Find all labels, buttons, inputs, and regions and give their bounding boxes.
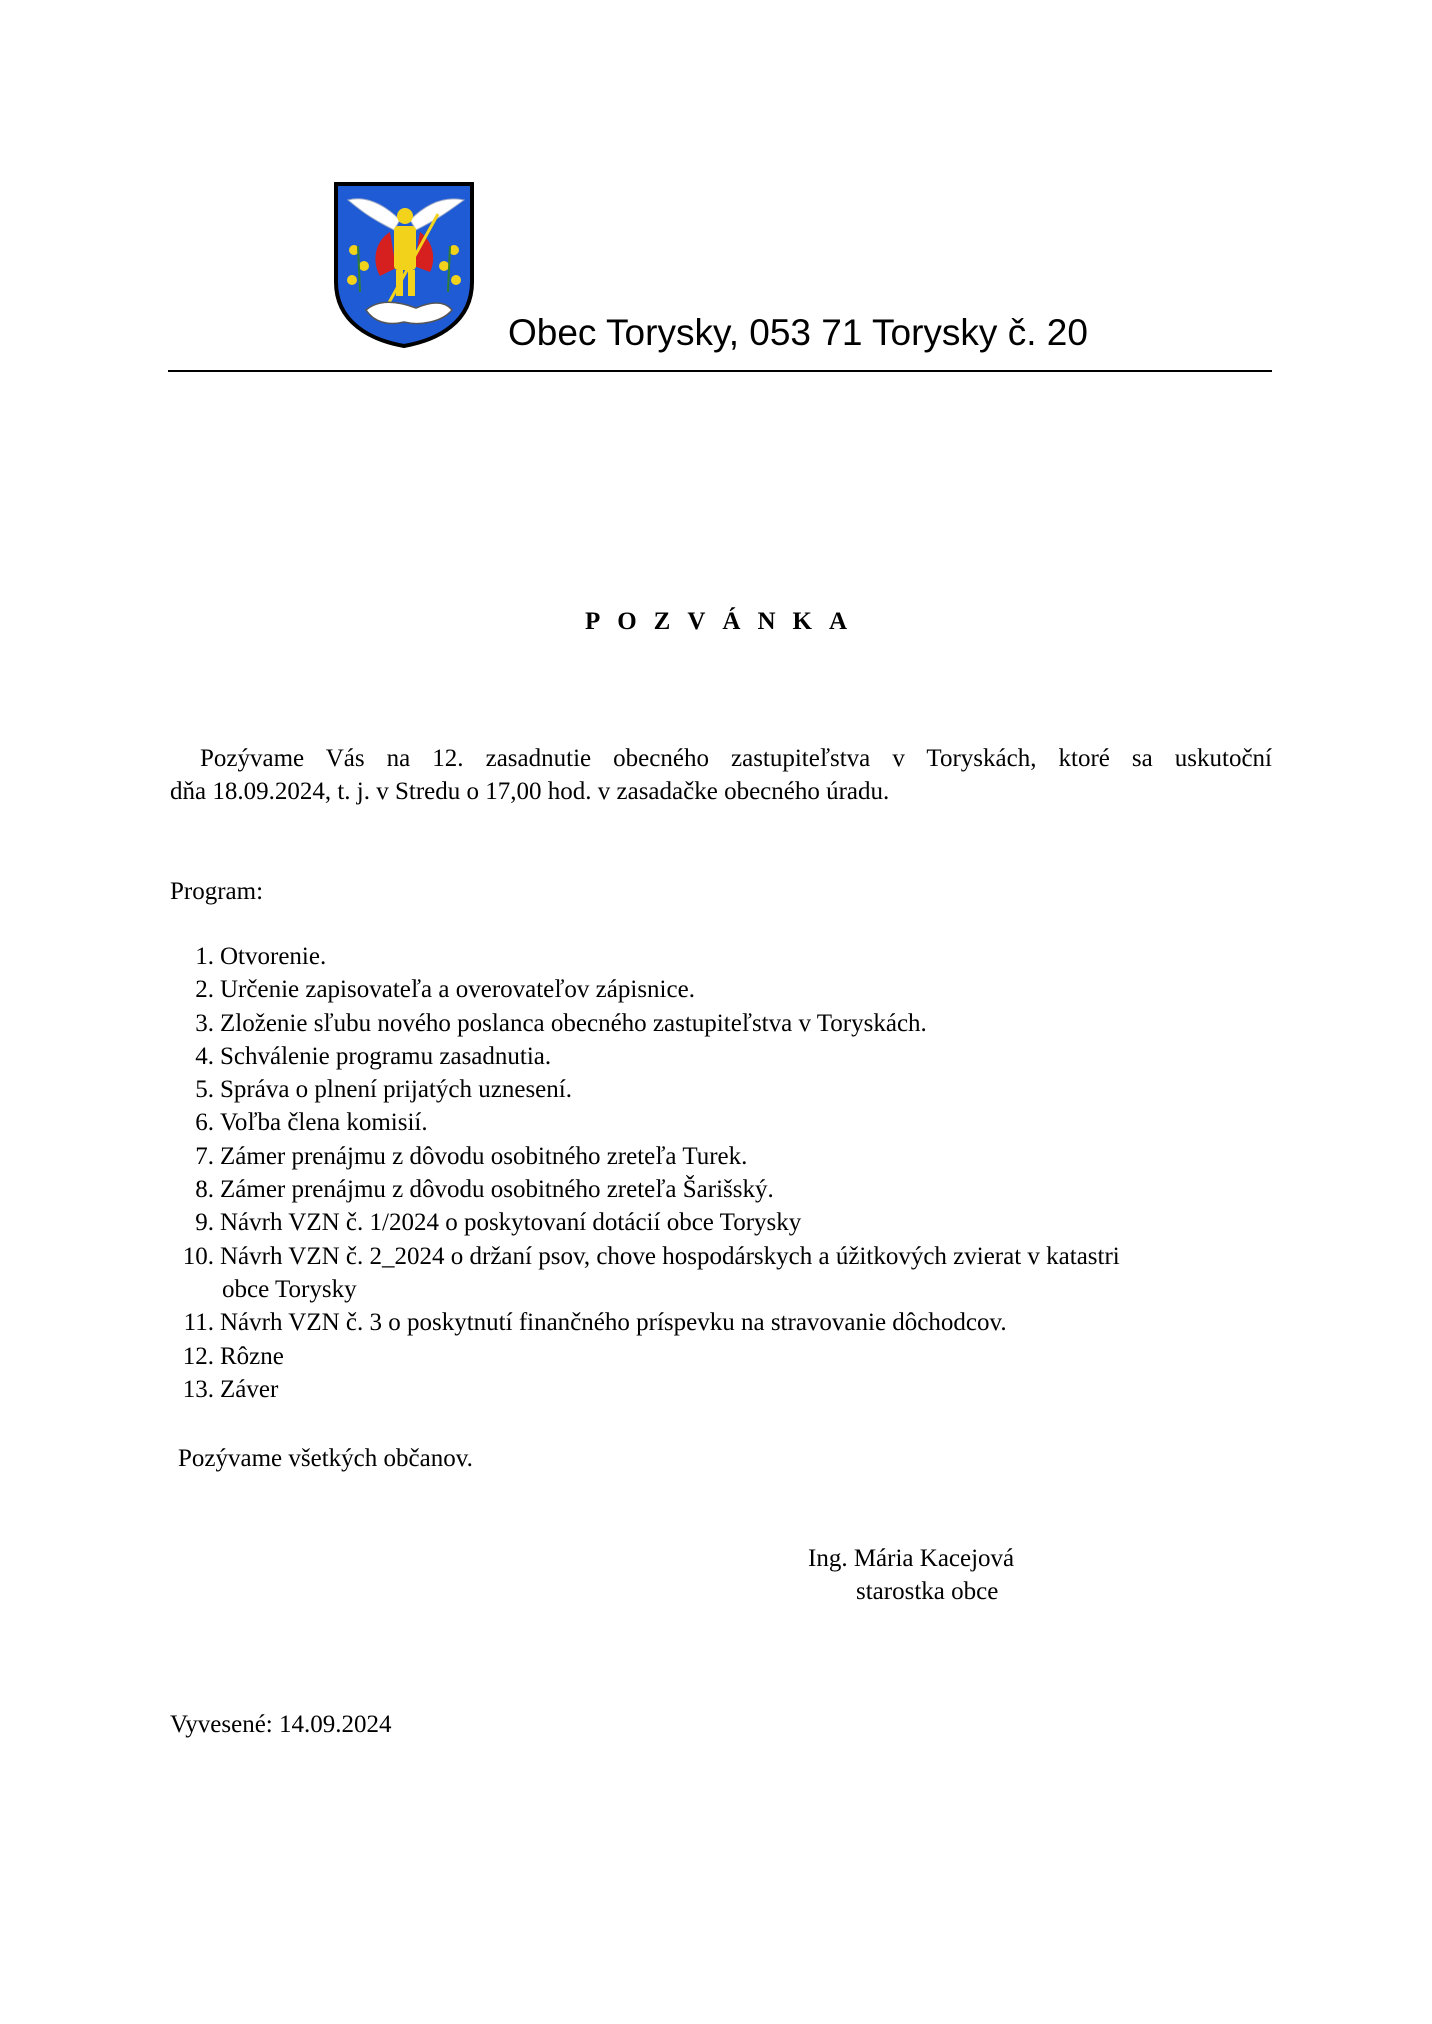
agenda-item-text: Návrh VZN č. 3 o poskytnutí finančného príspevku na stravovanie dôchodcov. xyxy=(220,1309,1007,1337)
document-title: POZVÁNKA xyxy=(584,608,865,635)
coat-of-arms-icon xyxy=(330,180,478,348)
agenda-item-number: 1. xyxy=(195,943,214,970)
agenda-item-text: Schválenie programu zasadnutia. xyxy=(220,1042,552,1070)
agenda-item-number: 8. xyxy=(195,1176,214,1204)
invitation-line-1: Pozývame Vás na 12. zasadnutie obecného zastupiteľstva v Toryskách, ktoré sa uskutoční xyxy=(200,745,1272,772)
agenda-item-text: Návrh VZN č. 2_2024 o držaní psov, chove hospodárskych a úžitkových zvierat v katastri xyxy=(220,1242,1120,1270)
posted-date: Vyvesené: 14.09.2024 xyxy=(170,1711,392,1738)
agenda-item xyxy=(170,1373,1280,1406)
agenda-item xyxy=(170,1173,1280,1206)
agenda-item xyxy=(170,1007,1280,1040)
agenda-item-text: Zloženie sľubu nového poslanca obecného zastupiteľstva v Toryskách. xyxy=(220,1009,927,1037)
invitation-line-2: dňa 18.09.2024, t. j. v Stredu o 17,00 hod. v zasadačke obecného úradu. xyxy=(170,778,890,805)
agenda-item xyxy=(170,1140,1280,1173)
agenda-item-number: 6. xyxy=(195,1109,214,1137)
agenda-item-number: 10. xyxy=(182,1242,214,1270)
signature-title: starostka obce xyxy=(856,1578,999,1605)
header-title: Obec Torysky, 053 71 Torysky č. 20 xyxy=(508,312,1088,353)
agenda-item-text: Návrh VZN č. 1/2024 o poskytovaní dotácií obce Torysky xyxy=(220,1209,802,1237)
agenda-item-number: 2. xyxy=(195,976,214,1004)
agenda-item-number: 5. xyxy=(195,1076,214,1104)
agenda-item-number: 13. xyxy=(182,1375,214,1403)
header-divider xyxy=(168,370,1272,372)
agenda-item xyxy=(170,1073,1280,1106)
agenda-item-number: 12. xyxy=(182,1342,214,1370)
agenda-item xyxy=(170,973,1280,1006)
signature-name: Ing. Mária Kacejová xyxy=(808,1545,1015,1572)
agenda-item xyxy=(170,1206,1280,1239)
agenda-item-number: 3. xyxy=(195,1009,214,1037)
agenda-item xyxy=(170,940,1280,973)
agenda-item xyxy=(170,1306,1280,1339)
agenda-item-continuation xyxy=(170,1273,1280,1306)
agenda-item-text: Záver xyxy=(220,1375,279,1403)
agenda-item-text: Rôzne xyxy=(220,1342,284,1370)
agenda-item-text: Určenie zapisovateľa a overovateľov zápisnice. xyxy=(220,976,695,1004)
agenda-item-number: 9. xyxy=(195,1209,214,1237)
agenda-item-text: Zámer prenájmu z dôvodu osobitného zreteľa Šarišský. xyxy=(220,1176,774,1204)
agenda-item-number: 4. xyxy=(195,1042,214,1070)
closing-text: Pozývame všetkých občanov. xyxy=(178,1445,473,1472)
agenda-item-text: Správa o plnení prijatých uznesení. xyxy=(220,1076,572,1104)
agenda-item-text: Voľba člena komisií. xyxy=(220,1109,428,1137)
agenda-item-continuation-text: obce Torysky xyxy=(222,1275,357,1303)
agenda-item xyxy=(170,1340,1280,1373)
invitation-text xyxy=(170,742,1272,808)
agenda-list xyxy=(170,940,1280,1406)
agenda-item xyxy=(170,1106,1280,1139)
agenda-item xyxy=(170,1040,1280,1073)
agenda-item-text: Zámer prenájmu z dôvodu osobitného zreteľa Turek. xyxy=(220,1142,748,1170)
agenda-item-text: Otvorenie. xyxy=(220,943,327,970)
agenda-item-number: 11. xyxy=(183,1309,214,1337)
agenda-item-number: 7. xyxy=(195,1142,214,1170)
agenda-item xyxy=(170,1240,1280,1273)
program-label: Program: xyxy=(170,878,264,905)
